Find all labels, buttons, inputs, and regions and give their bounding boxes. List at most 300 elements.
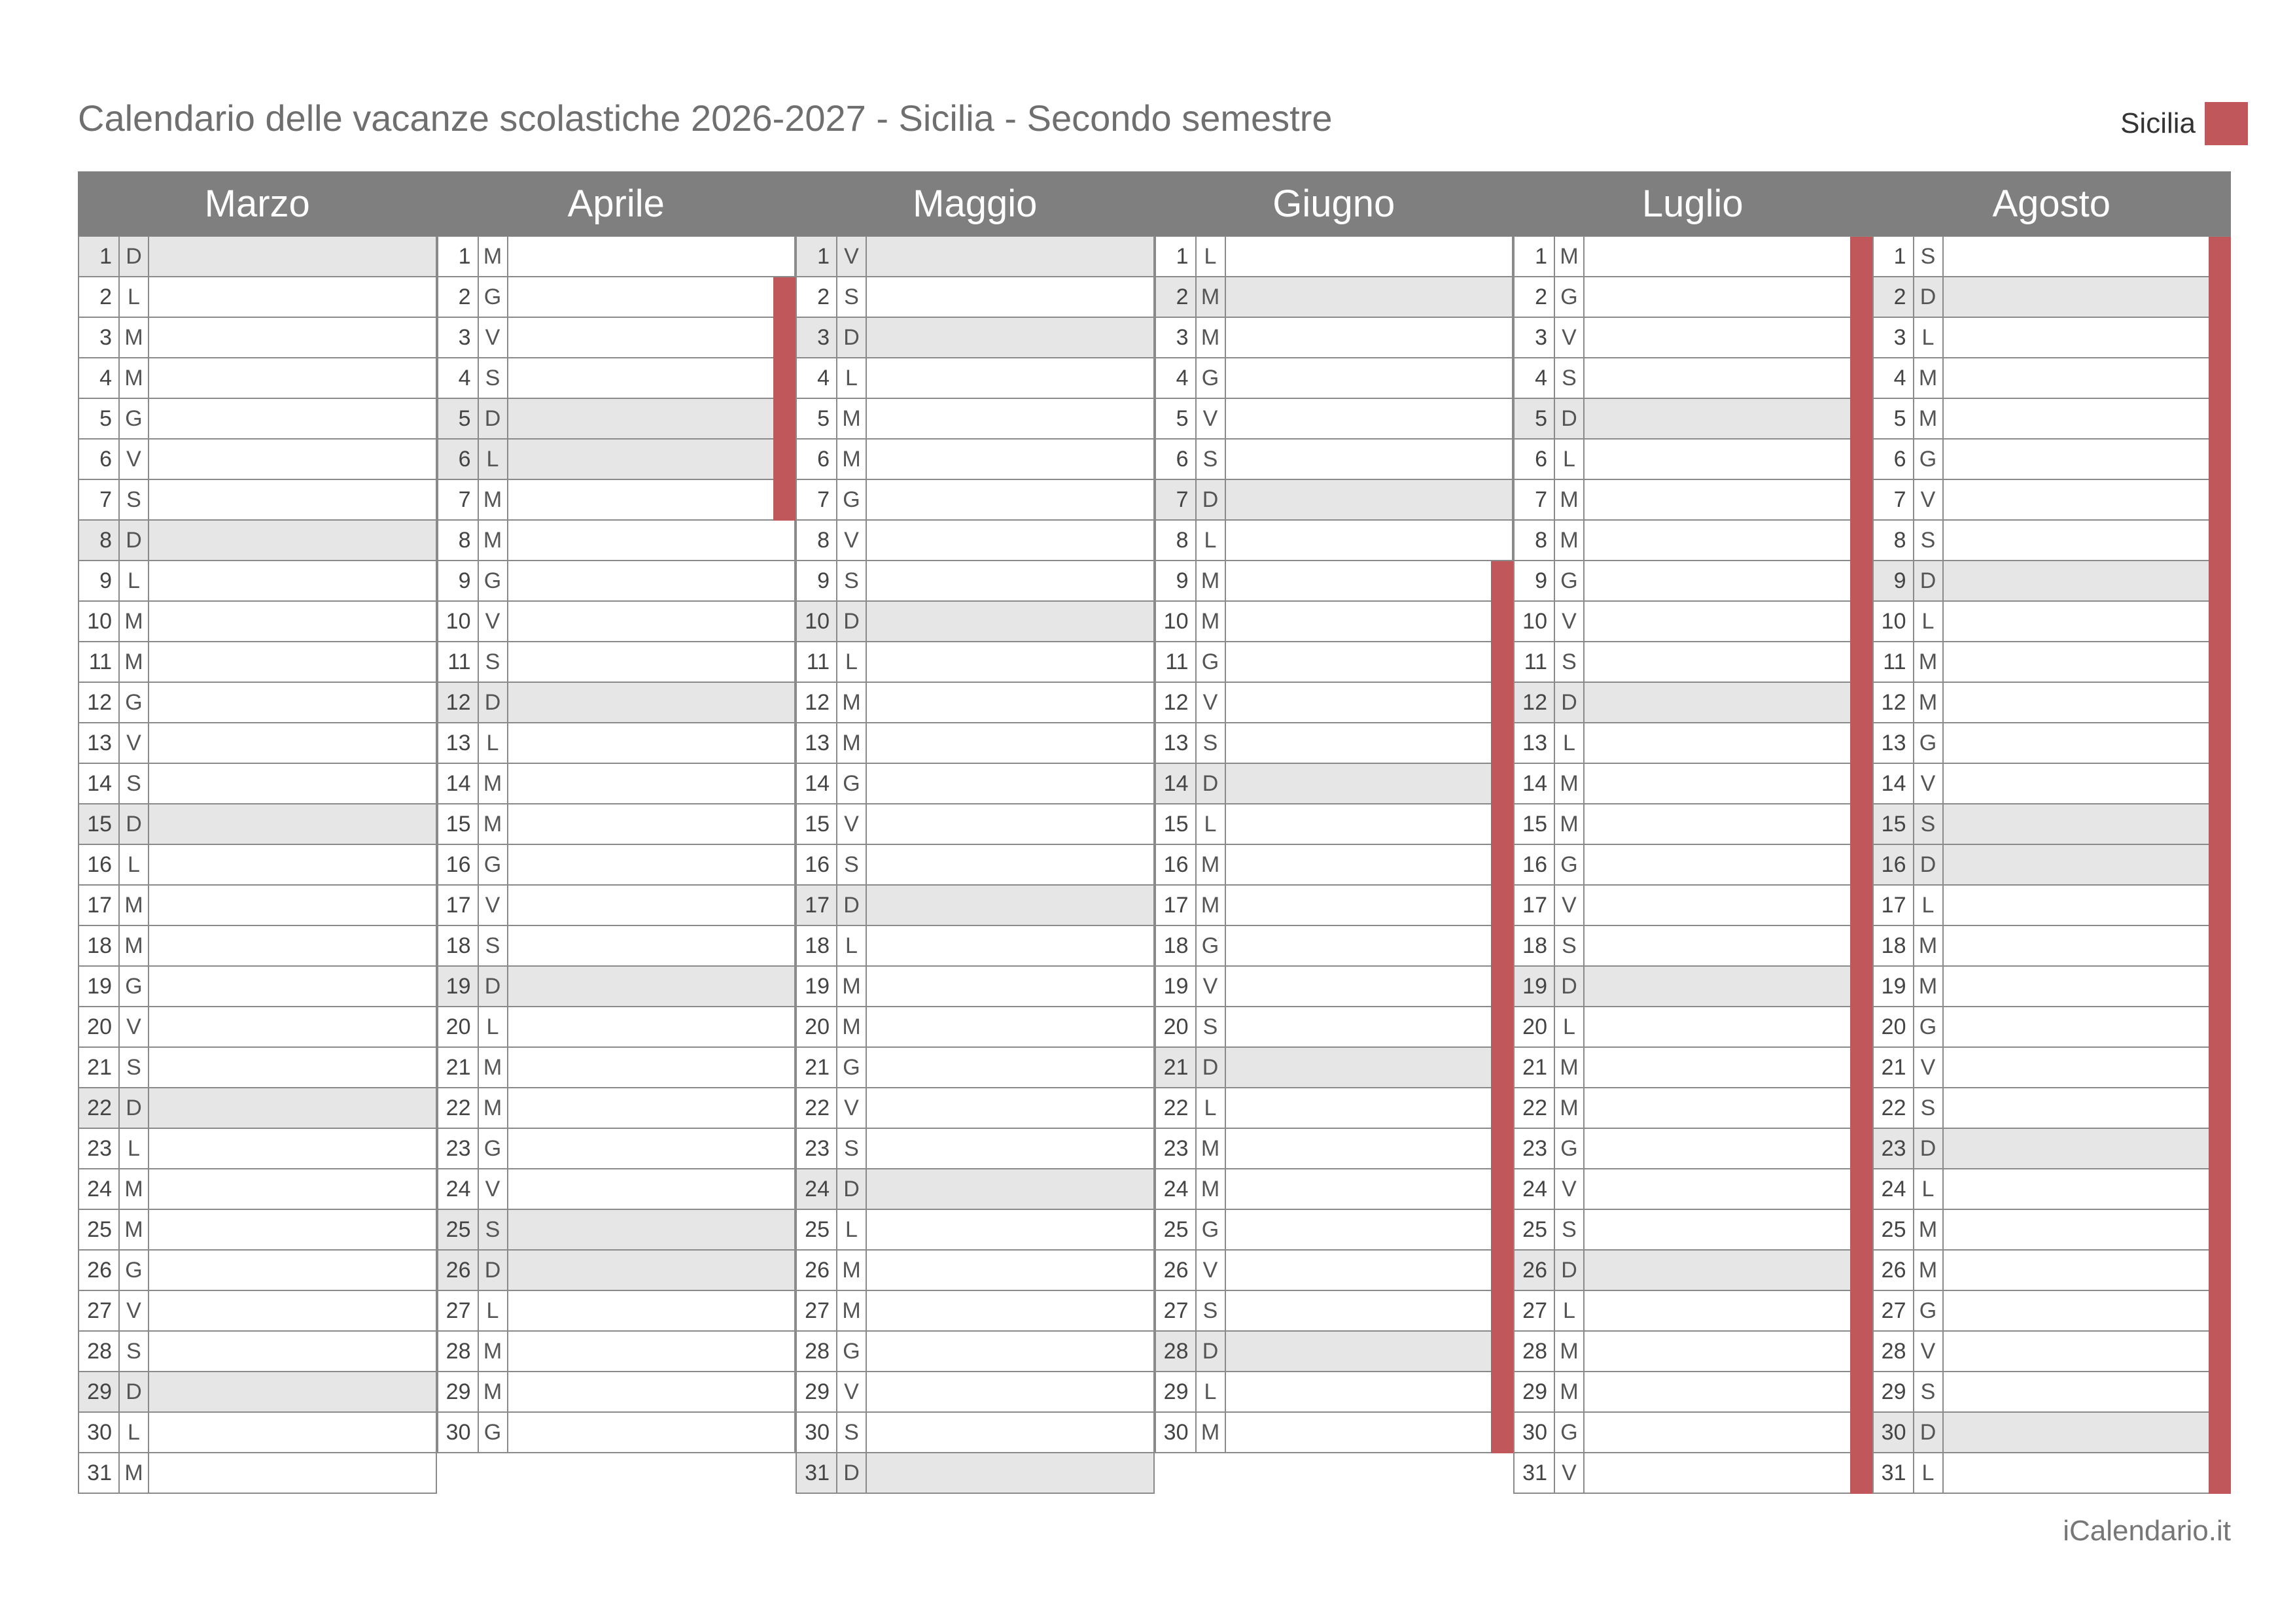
day-number: 25 [1515, 1210, 1555, 1249]
day-note-cell [149, 1169, 436, 1209]
day-row [1872, 926, 2232, 967]
weekday-letter: L [1197, 1088, 1226, 1128]
weekday-letter: V [479, 1169, 508, 1209]
day-row [437, 1332, 796, 1372]
weekday-letter: D [1197, 764, 1226, 803]
day-row [1155, 358, 1514, 399]
day-row [1513, 1372, 1872, 1413]
weekday-letter: D [120, 237, 149, 276]
day-note-cell [1944, 1453, 2230, 1493]
weekday-letter: D [837, 1169, 867, 1209]
day-row [796, 1169, 1155, 1210]
day-row [1872, 642, 2232, 683]
month-marzo [78, 171, 437, 1494]
day-row [1513, 1210, 1872, 1251]
day-note-cell [149, 1332, 436, 1371]
day-row [1513, 926, 1872, 967]
weekday-letter: L [1914, 1169, 1944, 1209]
day-number: 17 [79, 886, 120, 925]
day-row [78, 723, 437, 764]
day-number: 9 [1515, 561, 1555, 600]
day-row [78, 480, 437, 521]
day-row [437, 764, 796, 804]
day-row [1872, 845, 2232, 886]
holiday-period-bar [773, 277, 796, 521]
weekday-letter: L [479, 1291, 508, 1330]
day-number: 31 [797, 1453, 837, 1493]
day-number: 2 [1874, 277, 1914, 317]
day-number: 10 [1874, 602, 1914, 641]
day-row [796, 480, 1155, 521]
weekday-letter: M [120, 1453, 149, 1493]
day-row [1155, 521, 1514, 561]
month-header: Aprile [437, 171, 796, 236]
day-list [78, 236, 437, 1494]
day-note-cell [867, 683, 1153, 722]
day-row [1872, 277, 2232, 318]
weekday-letter: D [1555, 683, 1585, 722]
day-number: 11 [1156, 642, 1197, 682]
day-row [1155, 561, 1514, 602]
day-number: 18 [79, 926, 120, 965]
weekday-letter: S [1914, 1372, 1944, 1411]
day-number: 30 [438, 1413, 479, 1452]
day-row [437, 1413, 796, 1453]
day-number: 29 [1515, 1372, 1555, 1411]
day-row [1513, 967, 1872, 1007]
day-note-cell [1585, 1169, 1871, 1209]
day-note-cell [1226, 318, 1513, 357]
day-number: 23 [1874, 1129, 1914, 1168]
day-number: 7 [79, 480, 120, 519]
weekday-letter: L [1197, 521, 1226, 560]
weekday-letter: G [479, 1129, 508, 1168]
day-row [796, 1332, 1155, 1372]
legend-swatch [2205, 102, 2248, 145]
weekday-letter: S [1914, 1088, 1944, 1128]
day-row [1513, 845, 1872, 886]
day-row [437, 1251, 796, 1291]
day-note-cell [149, 1372, 436, 1411]
day-number: 18 [1874, 926, 1914, 965]
day-number: 29 [1874, 1372, 1914, 1411]
day-list [796, 236, 1155, 1494]
day-row [796, 521, 1155, 561]
weekday-letter: M [1914, 399, 1944, 438]
day-number: 15 [1874, 804, 1914, 844]
day-number: 8 [1874, 521, 1914, 560]
day-row [1513, 1007, 1872, 1048]
day-note-cell [867, 399, 1153, 438]
day-row [437, 1129, 796, 1169]
day-row [437, 886, 796, 926]
day-note-cell [867, 358, 1153, 398]
weekday-letter: L [1914, 886, 1944, 925]
weekday-letter: D [120, 1372, 149, 1411]
weekday-letter: G [479, 845, 508, 884]
day-note-cell [508, 1291, 795, 1330]
day-note-cell [508, 1169, 795, 1209]
weekday-letter: G [120, 399, 149, 438]
day-row [78, 602, 437, 642]
weekday-letter: G [1914, 1007, 1944, 1046]
weekday-letter: M [479, 1048, 508, 1087]
weekday-letter: M [837, 967, 867, 1006]
day-number: 27 [797, 1291, 837, 1330]
day-number: 30 [797, 1413, 837, 1452]
day-note-cell [1944, 1088, 2230, 1128]
day-number: 25 [1156, 1210, 1197, 1249]
day-note-cell [867, 1169, 1153, 1209]
weekday-letter: D [1914, 845, 1944, 884]
weekday-letter: L [1914, 318, 1944, 357]
day-number: 6 [1156, 440, 1197, 479]
weekday-letter: G [1555, 1413, 1585, 1452]
day-note-cell [1585, 1088, 1871, 1128]
day-note-cell [1944, 642, 2230, 682]
day-row [796, 764, 1155, 804]
day-list [1155, 236, 1514, 1453]
weekday-letter: D [120, 804, 149, 844]
day-row [1513, 642, 1872, 683]
day-row [1155, 1048, 1514, 1088]
day-number: 15 [79, 804, 120, 844]
day-number: 24 [79, 1169, 120, 1209]
day-row [437, 642, 796, 683]
day-number: 2 [1515, 277, 1555, 317]
weekday-letter: S [479, 1210, 508, 1249]
day-row [1155, 1251, 1514, 1291]
day-row [1513, 1088, 1872, 1129]
weekday-letter: S [120, 1332, 149, 1371]
day-row [1872, 1372, 2232, 1413]
day-row [1155, 1088, 1514, 1129]
day-row [78, 845, 437, 886]
day-number: 22 [797, 1088, 837, 1128]
weekday-letter: L [1197, 237, 1226, 276]
day-number: 14 [1874, 764, 1914, 803]
day-number: 27 [1874, 1291, 1914, 1330]
day-note-cell [508, 1210, 795, 1249]
day-note-cell [508, 521, 795, 560]
legend [2120, 102, 2248, 145]
day-row [437, 683, 796, 723]
day-number: 25 [1874, 1210, 1914, 1249]
day-number: 30 [1515, 1413, 1555, 1452]
day-number: 21 [438, 1048, 479, 1087]
weekday-letter: M [1555, 764, 1585, 803]
day-row [1513, 683, 1872, 723]
day-row [1872, 1210, 2232, 1251]
day-row [437, 1007, 796, 1048]
weekday-letter: L [479, 1007, 508, 1046]
day-list [437, 236, 796, 1453]
day-number: 2 [797, 277, 837, 317]
day-row [796, 1048, 1155, 1088]
day-number: 20 [797, 1007, 837, 1046]
day-note-cell [149, 358, 436, 398]
day-row [796, 318, 1155, 358]
day-note-cell [149, 1251, 436, 1290]
day-row [796, 723, 1155, 764]
day-number: 13 [1156, 723, 1197, 763]
day-number: 26 [1156, 1251, 1197, 1290]
day-row [437, 440, 796, 480]
day-note-cell [1226, 845, 1513, 884]
weekday-letter: S [479, 358, 508, 398]
month-header: Agosto [1872, 171, 2232, 236]
day-row [78, 804, 437, 845]
day-row [1155, 967, 1514, 1007]
weekday-letter: M [837, 723, 867, 763]
day-note-cell [867, 1453, 1153, 1493]
day-note-cell [149, 886, 436, 925]
day-row [1513, 318, 1872, 358]
day-row [78, 237, 437, 277]
day-note-cell [867, 521, 1153, 560]
weekday-letter: G [1197, 926, 1226, 965]
weekday-letter: M [1197, 602, 1226, 641]
day-row [1872, 440, 2232, 480]
day-number: 14 [438, 764, 479, 803]
day-note-cell [1944, 967, 2230, 1006]
day-row [1872, 764, 2232, 804]
day-note-cell [508, 967, 795, 1006]
day-number: 10 [1515, 602, 1555, 641]
weekday-letter: G [1555, 561, 1585, 600]
day-note-cell [508, 480, 795, 519]
day-number: 4 [79, 358, 120, 398]
day-note-cell [1585, 1129, 1871, 1168]
day-note-cell [1585, 764, 1871, 803]
day-note-cell [149, 440, 436, 479]
day-note-cell [508, 804, 795, 844]
weekday-letter: D [837, 602, 867, 641]
day-note-cell [1226, 1413, 1513, 1452]
day-note-cell [1944, 1129, 2230, 1168]
day-note-cell [1226, 967, 1513, 1006]
day-number: 14 [1515, 764, 1555, 803]
day-number: 5 [1515, 399, 1555, 438]
weekday-letter: G [479, 277, 508, 317]
day-note-cell [867, 1048, 1153, 1087]
weekday-letter: G [1914, 440, 1944, 479]
day-row [1513, 399, 1872, 440]
day-row [1872, 1332, 2232, 1372]
day-number: 18 [1515, 926, 1555, 965]
day-row [1872, 1453, 2232, 1494]
day-note-cell [1226, 642, 1513, 682]
weekday-letter: V [120, 1007, 149, 1046]
day-note-cell [867, 1372, 1153, 1411]
weekday-letter: D [1914, 1129, 1944, 1168]
day-number: 20 [1515, 1007, 1555, 1046]
month-header: Luglio [1513, 171, 1872, 236]
day-number: 18 [797, 926, 837, 965]
day-row [1513, 602, 1872, 642]
day-note-cell [867, 1088, 1153, 1128]
day-number: 25 [438, 1210, 479, 1249]
day-note-cell [867, 602, 1153, 641]
weekday-letter: G [1197, 1210, 1226, 1249]
day-note-cell [1226, 1169, 1513, 1209]
day-row [78, 440, 437, 480]
weekday-letter: M [479, 804, 508, 844]
day-number: 15 [1156, 804, 1197, 844]
day-row [1513, 804, 1872, 845]
day-row [437, 480, 796, 521]
day-note-cell [1226, 926, 1513, 965]
day-number: 7 [797, 480, 837, 519]
day-number: 24 [1874, 1169, 1914, 1209]
day-number: 2 [1156, 277, 1197, 317]
weekday-letter: M [1555, 804, 1585, 844]
weekday-letter: D [1555, 967, 1585, 1006]
day-row [1872, 358, 2232, 399]
day-row [437, 521, 796, 561]
day-row [78, 642, 437, 683]
day-note-cell [508, 318, 795, 357]
weekday-letter: L [1555, 1007, 1585, 1046]
day-note-cell [1226, 277, 1513, 317]
day-row [1513, 237, 1872, 277]
weekday-letter: M [479, 1332, 508, 1371]
day-number: 6 [438, 440, 479, 479]
month-header: Marzo [78, 171, 437, 236]
day-row [78, 1048, 437, 1088]
day-number: 30 [79, 1413, 120, 1452]
day-number: 17 [1156, 886, 1197, 925]
weekday-letter: V [479, 602, 508, 641]
day-row [796, 1007, 1155, 1048]
day-row [1872, 1169, 2232, 1210]
weekday-letter: L [120, 1129, 149, 1168]
weekday-letter: V [1197, 1251, 1226, 1290]
day-note-cell [1226, 764, 1513, 803]
day-number: 26 [79, 1251, 120, 1290]
day-note-cell [867, 561, 1153, 600]
weekday-letter: L [837, 358, 867, 398]
day-row [796, 804, 1155, 845]
day-note-cell [1944, 1413, 2230, 1452]
day-note-cell [1585, 1210, 1871, 1249]
weekday-letter: D [837, 318, 867, 357]
weekday-letter: G [1555, 845, 1585, 884]
day-row [1513, 723, 1872, 764]
day-row [796, 1129, 1155, 1169]
day-note-cell [1944, 1332, 2230, 1371]
day-number: 16 [797, 845, 837, 884]
day-note-cell [508, 683, 795, 722]
day-row [1872, 1413, 2232, 1453]
day-note-cell [149, 480, 436, 519]
day-number: 12 [1874, 683, 1914, 722]
weekday-letter: V [1555, 1169, 1585, 1209]
day-note-cell [867, 642, 1153, 682]
weekday-letter: S [837, 561, 867, 600]
weekday-letter: S [1555, 926, 1585, 965]
day-number: 24 [438, 1169, 479, 1209]
day-note-cell [508, 886, 795, 925]
day-note-cell [1585, 318, 1871, 357]
day-number: 5 [1874, 399, 1914, 438]
day-note-cell [1944, 318, 2230, 357]
day-number: 27 [79, 1291, 120, 1330]
day-number: 16 [1156, 845, 1197, 884]
day-number: 28 [79, 1332, 120, 1371]
day-row [796, 1291, 1155, 1332]
day-note-cell [1226, 1129, 1513, 1168]
day-row [1155, 804, 1514, 845]
weekday-letter: D [120, 521, 149, 560]
weekday-letter: V [1914, 480, 1944, 519]
day-row [78, 277, 437, 318]
day-number: 16 [438, 845, 479, 884]
day-row [796, 845, 1155, 886]
weekday-letter: M [1914, 926, 1944, 965]
day-number: 1 [438, 237, 479, 276]
day-number: 20 [1874, 1007, 1914, 1046]
day-number: 12 [797, 683, 837, 722]
day-note-cell [508, 1413, 795, 1452]
day-note-cell [867, 764, 1153, 803]
month-luglio [1513, 171, 1872, 1494]
day-row [1155, 1169, 1514, 1210]
day-note-cell [508, 1129, 795, 1168]
weekday-letter: L [1197, 1372, 1226, 1411]
day-row [78, 886, 437, 926]
weekday-letter: G [479, 561, 508, 600]
day-note-cell [149, 1007, 436, 1046]
day-note-cell [1585, 1332, 1871, 1371]
weekday-letter: M [479, 237, 508, 276]
day-row [1155, 1291, 1514, 1332]
day-row [78, 358, 437, 399]
weekday-letter: M [837, 399, 867, 438]
day-row [1155, 642, 1514, 683]
weekday-letter: V [837, 804, 867, 844]
day-row [1155, 723, 1514, 764]
day-number: 22 [1156, 1088, 1197, 1128]
weekday-letter: S [1555, 358, 1585, 398]
day-number: 15 [797, 804, 837, 844]
day-row [78, 1372, 437, 1413]
weekday-letter: D [837, 886, 867, 925]
day-number: 9 [1156, 561, 1197, 600]
day-number: 8 [438, 521, 479, 560]
day-note-cell [867, 277, 1153, 317]
day-number: 1 [1874, 237, 1914, 276]
day-note-cell [867, 1007, 1153, 1046]
weekday-letter: V [120, 1291, 149, 1330]
day-row [78, 926, 437, 967]
day-row [1155, 277, 1514, 318]
weekday-letter: S [1914, 521, 1944, 560]
day-note-cell [867, 1129, 1153, 1168]
weekday-letter: L [837, 1210, 867, 1249]
weekday-letter: V [1914, 1048, 1944, 1087]
day-number: 16 [79, 845, 120, 884]
day-note-cell [1226, 561, 1513, 600]
day-note-cell [867, 1210, 1153, 1249]
day-note-cell [867, 1251, 1153, 1290]
day-note-cell [867, 318, 1153, 357]
weekday-letter: M [1914, 1210, 1944, 1249]
weekday-letter: V [1555, 318, 1585, 357]
day-note-cell [149, 723, 436, 763]
weekday-letter: M [1197, 561, 1226, 600]
day-note-cell [867, 1413, 1153, 1452]
